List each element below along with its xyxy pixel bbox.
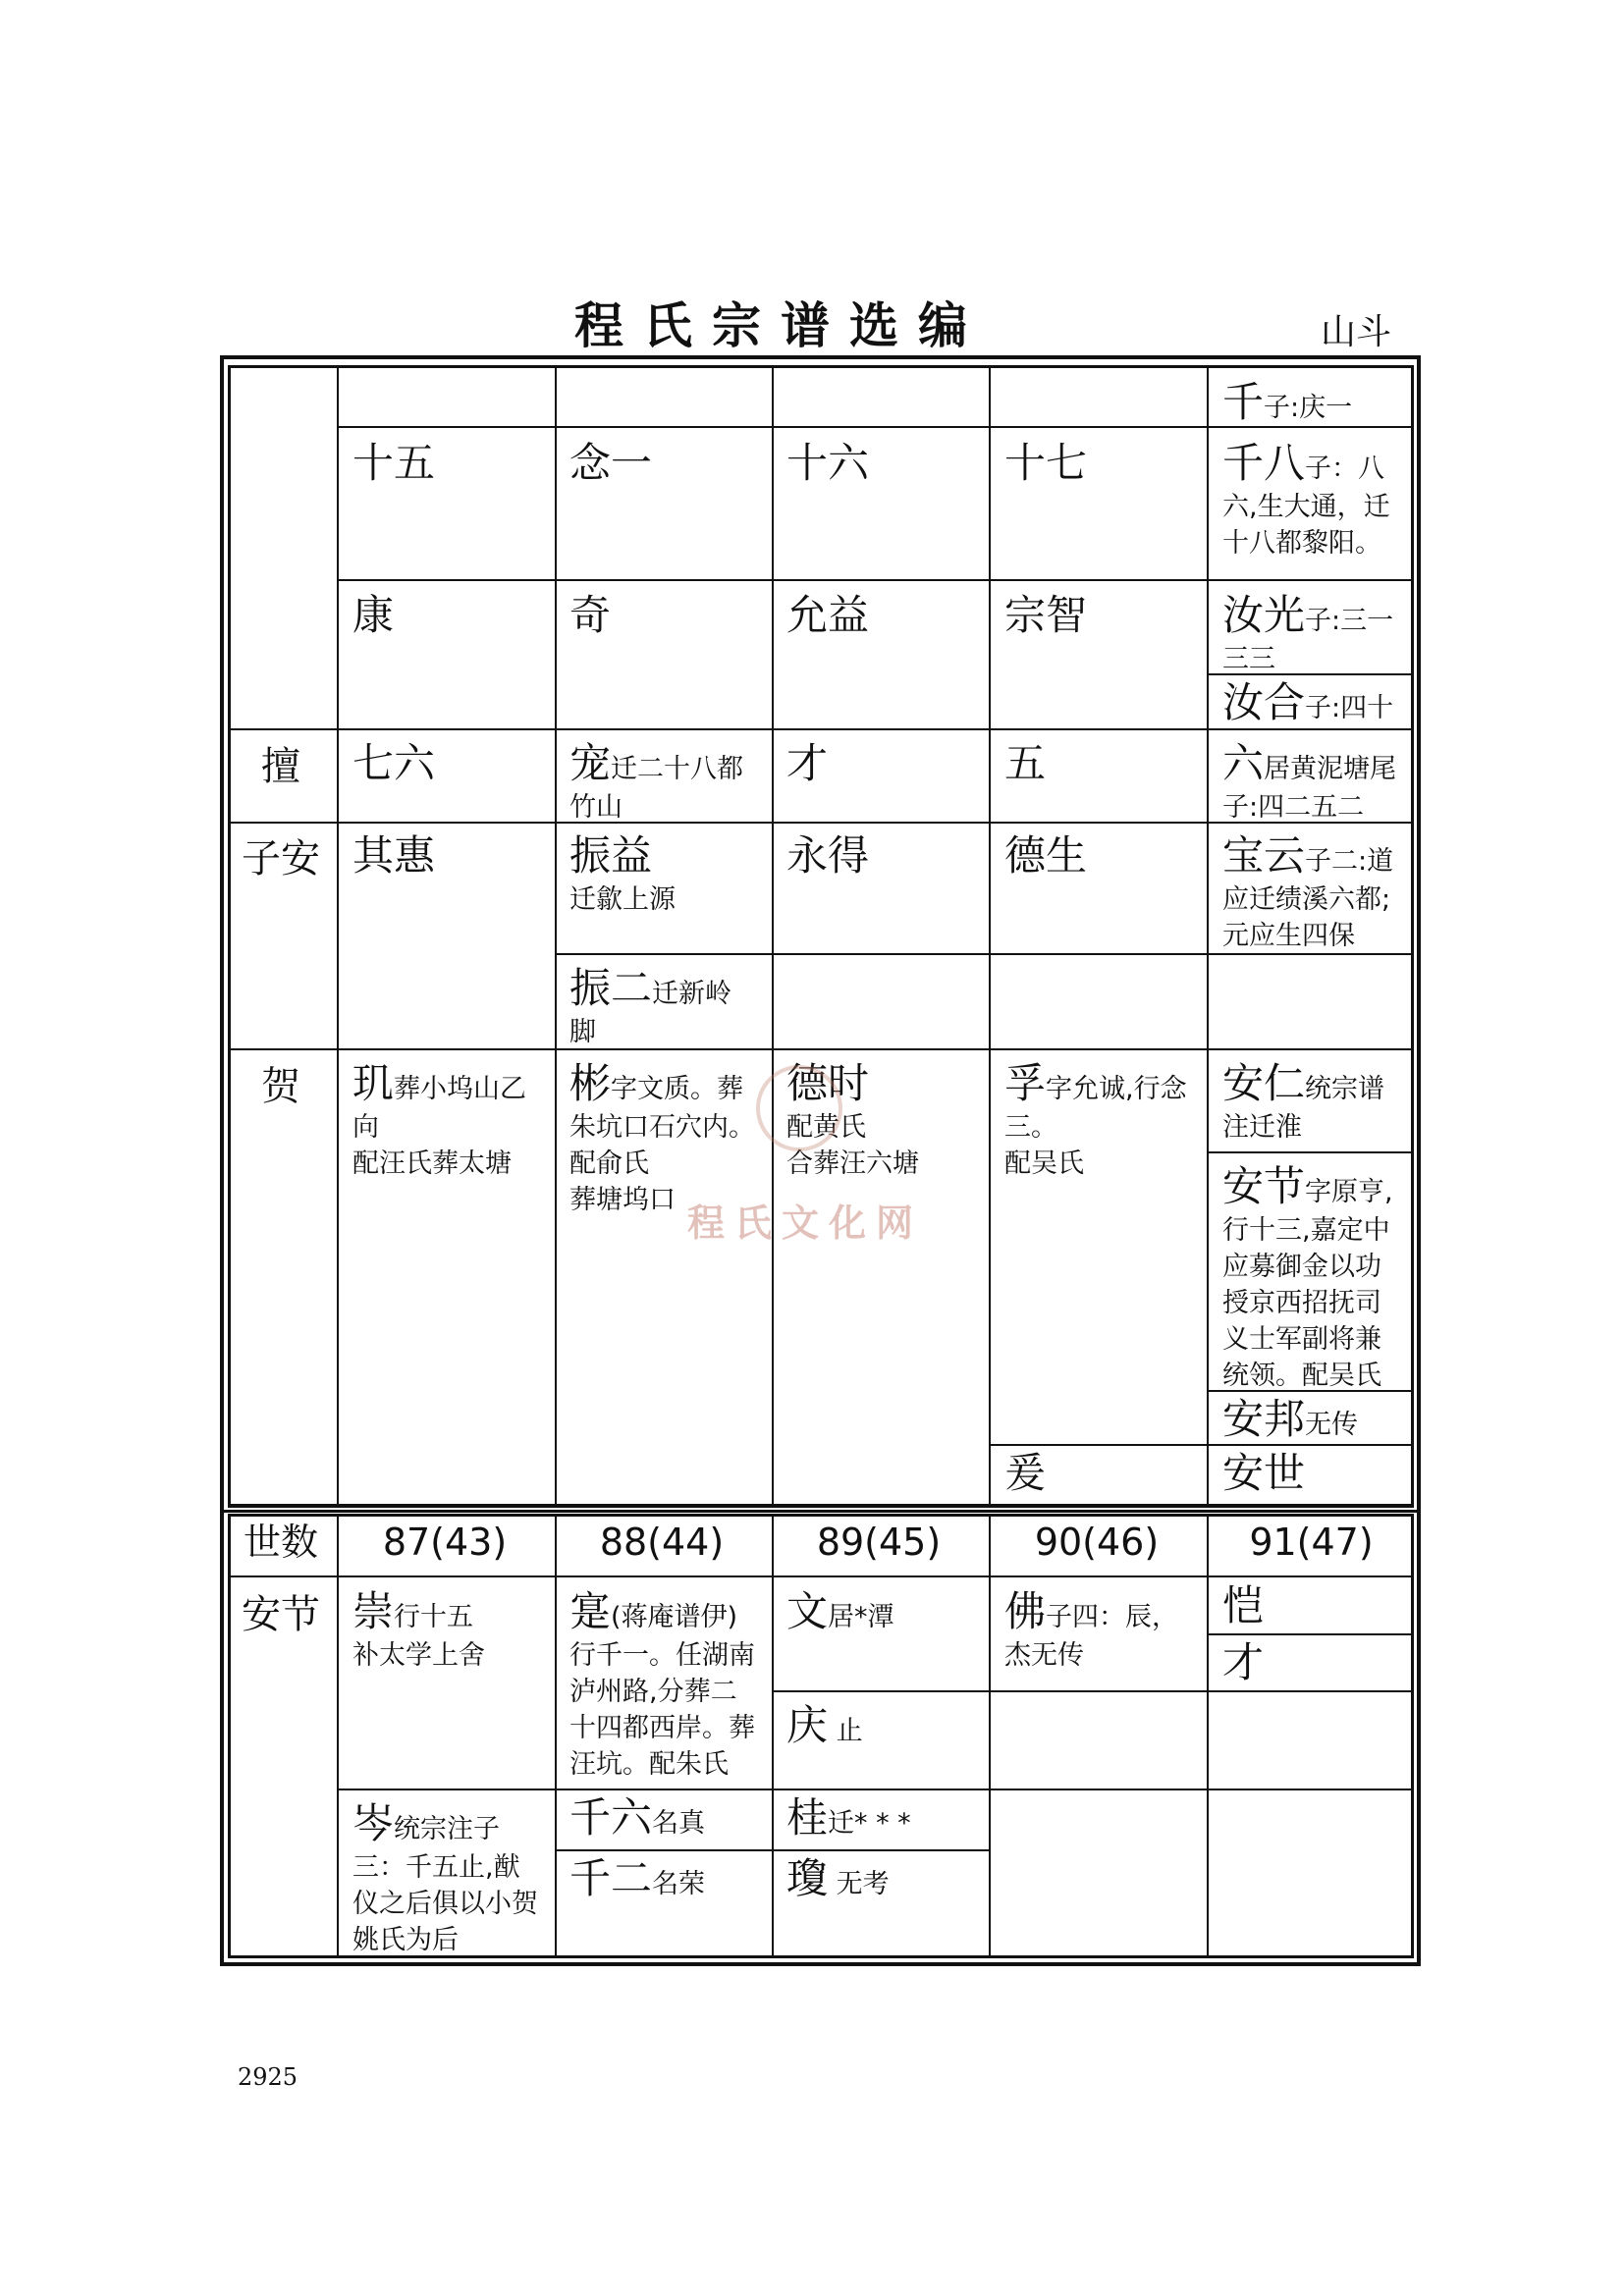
note-spouse: 配俞氏 <box>569 1148 649 1179</box>
cell-r5-c1: 其惠 <box>352 831 436 880</box>
note: 迁二十八都竹山 <box>569 754 744 821</box>
name-qing: 庆 <box>786 1701 829 1749</box>
name-anbang: 安邦 <box>1222 1395 1306 1443</box>
cell-l1-c4 <box>993 1580 1201 1688</box>
name-bin: 彬 <box>569 1059 612 1107</box>
cell-r2-c1: 十五 <box>352 439 436 487</box>
shishu-label: 世数 <box>243 1521 318 1564</box>
cell-l1-c5b: 才 <box>1222 1638 1265 1686</box>
cell-r4-c3: 才 <box>786 739 829 787</box>
name-fo: 佛 <box>1004 1587 1047 1635</box>
note: 迁新岭脚 <box>569 979 732 1047</box>
col-sep-upper <box>337 365 339 1506</box>
cell-l2-c2b <box>558 1853 766 1955</box>
col-sep-upper <box>989 365 991 1506</box>
col-sep-lower <box>1207 1514 1209 1957</box>
name-liu: 六 <box>1222 739 1265 787</box>
note: 葬小坞山乙向 <box>352 1074 527 1143</box>
note: 统宗注子三：千五止,猷仪之后俱以小贺姚氏为后 <box>352 1814 538 1955</box>
cell-r5-c5 <box>1211 825 1412 952</box>
name-zhenyi: 振益 <box>569 831 653 880</box>
name-ruhe: 汝合 <box>1222 678 1306 726</box>
cell-r4-c4: 五 <box>1004 739 1047 787</box>
cell-r7-c4 <box>993 1052 1201 1443</box>
name-deshi: 德时 <box>786 1059 870 1107</box>
cell-r3-c2: 奇 <box>569 591 612 639</box>
row-sep <box>337 579 1414 581</box>
cell-l1-c5a: 恺 <box>1222 1581 1265 1629</box>
name-zhener: 振二 <box>569 964 653 1012</box>
note: 行十五 <box>394 1602 474 1632</box>
name-qian: 千 <box>1222 378 1265 426</box>
name-cen: 岑 <box>352 1799 395 1847</box>
row-sep <box>989 1444 1414 1446</box>
watermark-text: 程氏文化网 <box>687 1201 924 1245</box>
row-sep <box>555 1849 989 1851</box>
watermark-seal-icon <box>756 1065 842 1151</box>
divider-upper-lower <box>220 1510 1421 1513</box>
cell-l2-c1 <box>341 1792 549 1955</box>
name-shi: 寔 <box>569 1587 612 1635</box>
frame-bottom-lower <box>228 1955 1414 1958</box>
note: 居黄泥塘尾子:四二五二 <box>1222 754 1397 821</box>
note-burial: 合葬汪六塘 <box>786 1148 919 1179</box>
note: 子四：辰，杰无传 <box>1004 1602 1179 1671</box>
cell-r2-c2: 念一 <box>569 439 653 487</box>
col-sep-upper <box>772 365 774 1506</box>
cell-r2-c5 <box>1211 432 1412 579</box>
row-sep <box>772 1690 1414 1692</box>
note: 子:四十 <box>1305 693 1394 723</box>
col-sep-upper <box>555 365 557 1506</box>
generation-2: 88(44) <box>599 1521 725 1564</box>
cell-r5-c4: 德生 <box>1004 831 1088 880</box>
cell-r3-c3: 允益 <box>786 591 870 639</box>
name-anren: 安仁 <box>1222 1059 1306 1107</box>
note: 子二:道应迁绩溪六都;元应生四保 <box>1222 846 1394 951</box>
cell-r3-c5b <box>1211 677 1412 726</box>
note-source: (蒋庵谱伊) <box>611 1602 738 1632</box>
cell-r7-c5b <box>1211 1155 1412 1389</box>
frame-top <box>228 365 1414 368</box>
name-baoyun: 宝云 <box>1222 831 1306 880</box>
cell-r7-c2 <box>558 1052 766 1504</box>
row-sep <box>1207 1390 1414 1392</box>
name-qianba: 千八 <box>1222 439 1306 487</box>
generation-1: 87(43) <box>382 1521 508 1564</box>
note: 子:三一三三 <box>1222 606 1394 672</box>
cell-r5-c3: 永得 <box>786 831 870 880</box>
row-label-shan: 擅 <box>261 744 300 789</box>
name-chong2: 崇 <box>352 1587 395 1635</box>
note: 字原亨,行十三,嘉定中应募御金以功授京西招抚司义士军副将兼统领。配吴氏 <box>1222 1177 1393 1389</box>
cell-r1-c5 <box>1211 371 1412 426</box>
note-spouse: 配汪氏葬太塘 <box>352 1148 512 1179</box>
cell-r3-c5a <box>1211 584 1412 672</box>
col-sep-lower <box>337 1514 339 1957</box>
cell-r3-c4: 宗智 <box>1004 591 1088 639</box>
note: 迁* * * <box>828 1808 911 1839</box>
name-gui: 桂 <box>786 1793 829 1842</box>
note: 居*潭 <box>828 1602 894 1632</box>
name-qianer: 千二 <box>569 1854 653 1902</box>
note: 字允诚,行念三。 <box>1004 1074 1187 1143</box>
watermark <box>756 1065 982 1193</box>
note: 行千一。任湖南泸州路,分葬二十四都西岸。葬汪坑。配朱氏 <box>569 1640 755 1780</box>
cell-r5-c2 <box>558 825 766 952</box>
row-sep <box>228 1048 1414 1050</box>
note-spouse: 配吴氏 <box>1004 1148 1084 1179</box>
cell-r4-c5 <box>1211 732 1412 821</box>
page-number: 2925 <box>238 2063 298 2091</box>
row-sep <box>228 1575 1414 1577</box>
cell-l1-c2 <box>558 1580 766 1787</box>
generation-3: 89(45) <box>816 1521 942 1564</box>
note-title: 补太学上舍 <box>352 1640 485 1671</box>
cell-l1-c3b <box>775 1694 983 1787</box>
note: 止 <box>836 1716 863 1746</box>
place-name: 山斗 <box>1321 312 1392 352</box>
cell-r7-c5c <box>1211 1394 1412 1443</box>
note: 字文质。葬朱坑口石穴内。 <box>569 1074 755 1143</box>
cell-r7-c4b: 爰 <box>1004 1449 1047 1497</box>
note: 统宗谱注迁淮 <box>1222 1074 1385 1143</box>
name-ji: 玑 <box>352 1059 395 1107</box>
note: 子:庆一 <box>1264 393 1353 423</box>
generation-4: 90(46) <box>1034 1521 1160 1564</box>
note: 子：八六,生大通，迁十八都黎阳。 <box>1222 454 1390 559</box>
generation-5: 91(47) <box>1249 1521 1374 1564</box>
cell-r7-c5a <box>1211 1052 1412 1150</box>
note: 无考 <box>836 1869 890 1899</box>
name-chong: 宠 <box>569 739 612 787</box>
col-sep-lower <box>772 1514 774 1957</box>
row-label-anjie: 安节 <box>242 1592 320 1637</box>
row-sep <box>555 953 1414 955</box>
name-qiong: 瓊 <box>786 1854 829 1902</box>
note: 迁歙上源 <box>569 884 676 915</box>
frame-top-lower <box>228 1514 1414 1517</box>
row-sep <box>337 1789 1414 1790</box>
name-fu: 孚 <box>1004 1059 1047 1107</box>
name-anjie: 安节 <box>1222 1162 1306 1210</box>
note: 名真 <box>652 1808 706 1839</box>
note-spouse: 配黄氏 <box>786 1112 866 1143</box>
row-sep <box>1207 673 1414 675</box>
cell-l2-c3b <box>775 1853 983 1955</box>
cell-l1-c3a <box>775 1580 983 1688</box>
cell-r6-c2 <box>558 957 766 1047</box>
row-sep <box>337 426 1414 428</box>
name-ruguang: 汝光 <box>1222 591 1306 639</box>
cell-r2-c3: 十六 <box>786 439 870 487</box>
row-sep <box>228 728 1414 730</box>
note: 无传 <box>1305 1410 1359 1440</box>
cell-r7-c5d: 安世 <box>1222 1449 1306 1497</box>
page-title: 程氏宗谱选编 <box>574 297 987 354</box>
name-qianliu: 千六 <box>569 1793 653 1842</box>
cell-l1-c1 <box>341 1580 549 1787</box>
cell-l2-c2a <box>558 1792 766 1847</box>
row-sep <box>1207 1151 1414 1153</box>
row-sep <box>1207 1633 1414 1635</box>
cell-r2-c4: 十七 <box>1004 439 1088 487</box>
cell-r7-c1 <box>341 1052 549 1504</box>
col-sep-upper <box>1207 365 1209 1506</box>
note: 名荣 <box>652 1869 706 1899</box>
row-label-he: 贺 <box>261 1064 300 1109</box>
cell-r4-c2 <box>558 732 766 821</box>
col-sep-lower <box>989 1514 991 1957</box>
cell-r4-c1: 七六 <box>352 739 436 787</box>
row-label-zian: 子安 <box>242 836 320 881</box>
col-sep-lower <box>555 1514 557 1957</box>
name-wen: 文 <box>786 1587 829 1635</box>
row-sep <box>228 822 1414 824</box>
note-burial: 葬塘坞口 <box>569 1185 676 1215</box>
cell-r3-c1: 康 <box>352 591 395 639</box>
cell-l2-c3a <box>775 1792 983 1847</box>
frame-bottom-upper <box>228 1504 1414 1508</box>
